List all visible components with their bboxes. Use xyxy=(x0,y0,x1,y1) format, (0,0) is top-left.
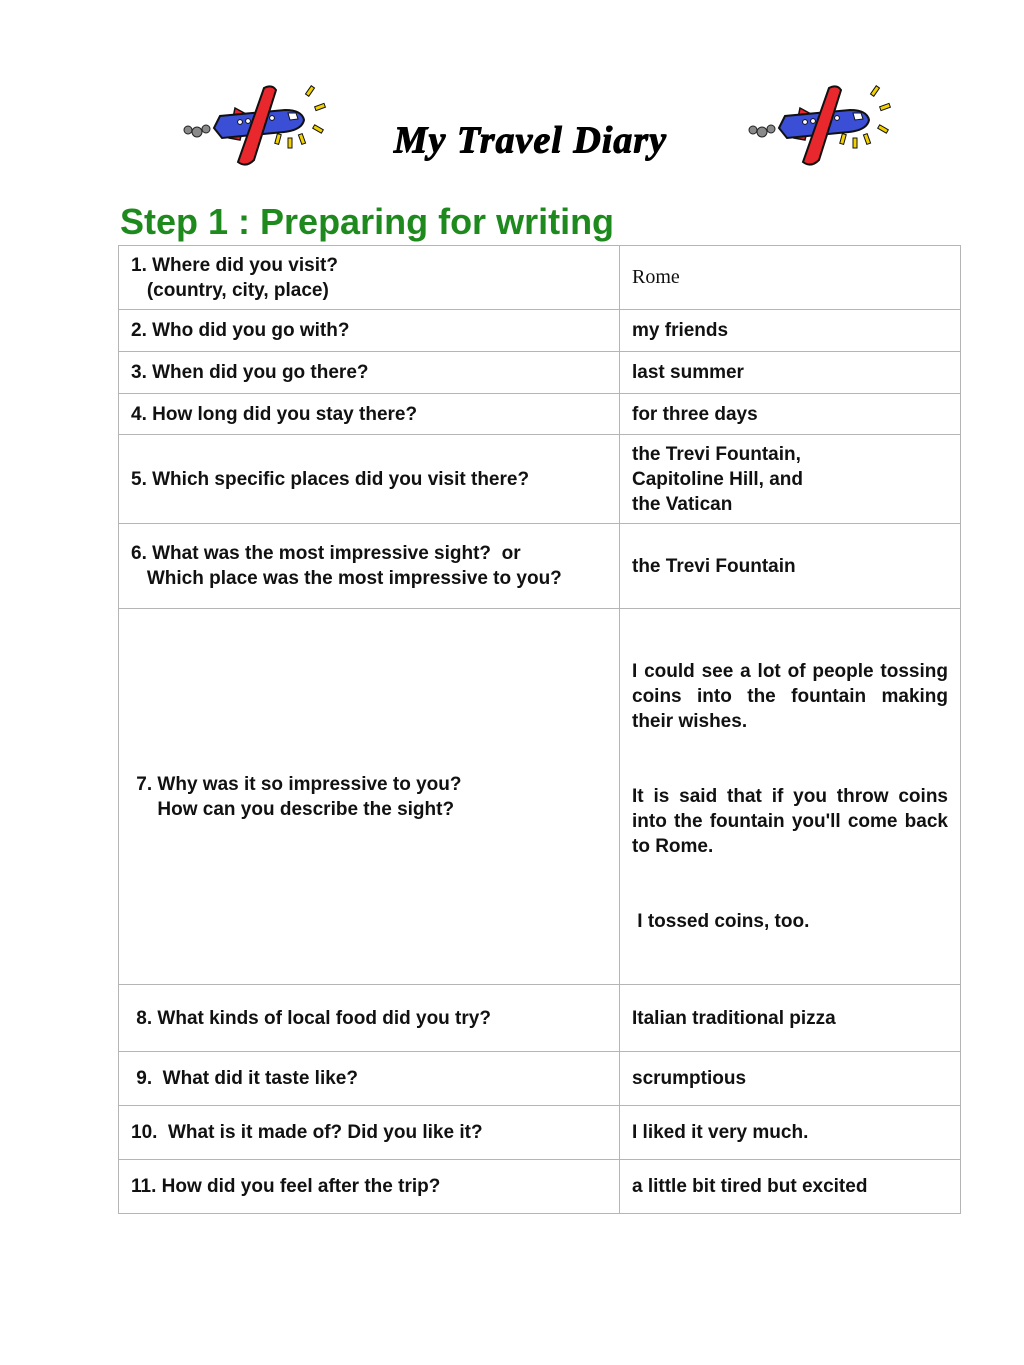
table-row xyxy=(119,1052,961,1106)
question-cell: 11. How did you feel after the trip? xyxy=(119,1160,620,1214)
airplane-icon xyxy=(180,80,330,175)
answer-cell xyxy=(620,609,961,985)
answer-cell: for three days xyxy=(620,394,961,435)
answer-cell: the Trevi Fountain, Capitoline Hill, and the Vatican xyxy=(620,435,961,524)
page-title: My Travel Diary xyxy=(393,119,667,161)
table-row xyxy=(119,352,961,394)
answer-cell: Italian traditional pizza xyxy=(620,985,961,1052)
table-row xyxy=(119,435,961,524)
answer-paragraph: I could see a lot of people tossing coins into the fountain making their wishes. xyxy=(632,661,954,732)
question-cell: 7. Why was it so impressive to you? How can you describe the sight? xyxy=(119,609,620,985)
answer-cell: Rome xyxy=(620,246,961,310)
answer-cell: I liked it very much. xyxy=(620,1106,961,1160)
answer-paragraph: It is said that if you throw coins into the fountain you'll come back to Rome. xyxy=(632,786,954,857)
answer-cell: scrumptious xyxy=(620,1052,961,1106)
question-cell: 1. Where did you visit? (country, city, place) xyxy=(119,246,620,310)
answer-cell: the Trevi Fountain xyxy=(620,524,961,609)
question-cell: 8. What kinds of local food did you try? xyxy=(119,985,620,1052)
question-cell: 6. What was the most impressive sight? or Which place was the most impressive to you? xyxy=(119,524,620,609)
table-row xyxy=(119,524,961,609)
answer-cell: my friends xyxy=(620,310,961,352)
question-cell: 4. How long did you stay there? xyxy=(119,394,620,435)
table-row xyxy=(119,609,961,985)
answer-cell: last summer xyxy=(620,352,961,394)
airplane-icon xyxy=(745,80,895,175)
table-row xyxy=(119,1160,961,1214)
answer-paragraph: I tossed coins, too. xyxy=(632,911,810,932)
question-cell: 9. What did it taste like? xyxy=(119,1052,620,1106)
table-row xyxy=(119,310,961,352)
table-row xyxy=(119,246,961,310)
table-row xyxy=(119,985,961,1052)
question-cell: 2. Who did you go with? xyxy=(119,310,620,352)
table-row xyxy=(119,1106,961,1160)
table-row xyxy=(119,394,961,435)
answer-cell: a little bit tired but excited xyxy=(620,1160,961,1214)
question-answer-table xyxy=(118,245,961,1214)
question-cell: 10. What is it made of? Did you like it? xyxy=(119,1106,620,1160)
question-cell: 3. When did you go there? xyxy=(119,352,620,394)
step-heading: Step 1 : Preparing for writing xyxy=(120,201,615,242)
page-header xyxy=(0,80,1024,175)
question-cell: 5. Which specific places did you visit there? xyxy=(119,435,620,524)
